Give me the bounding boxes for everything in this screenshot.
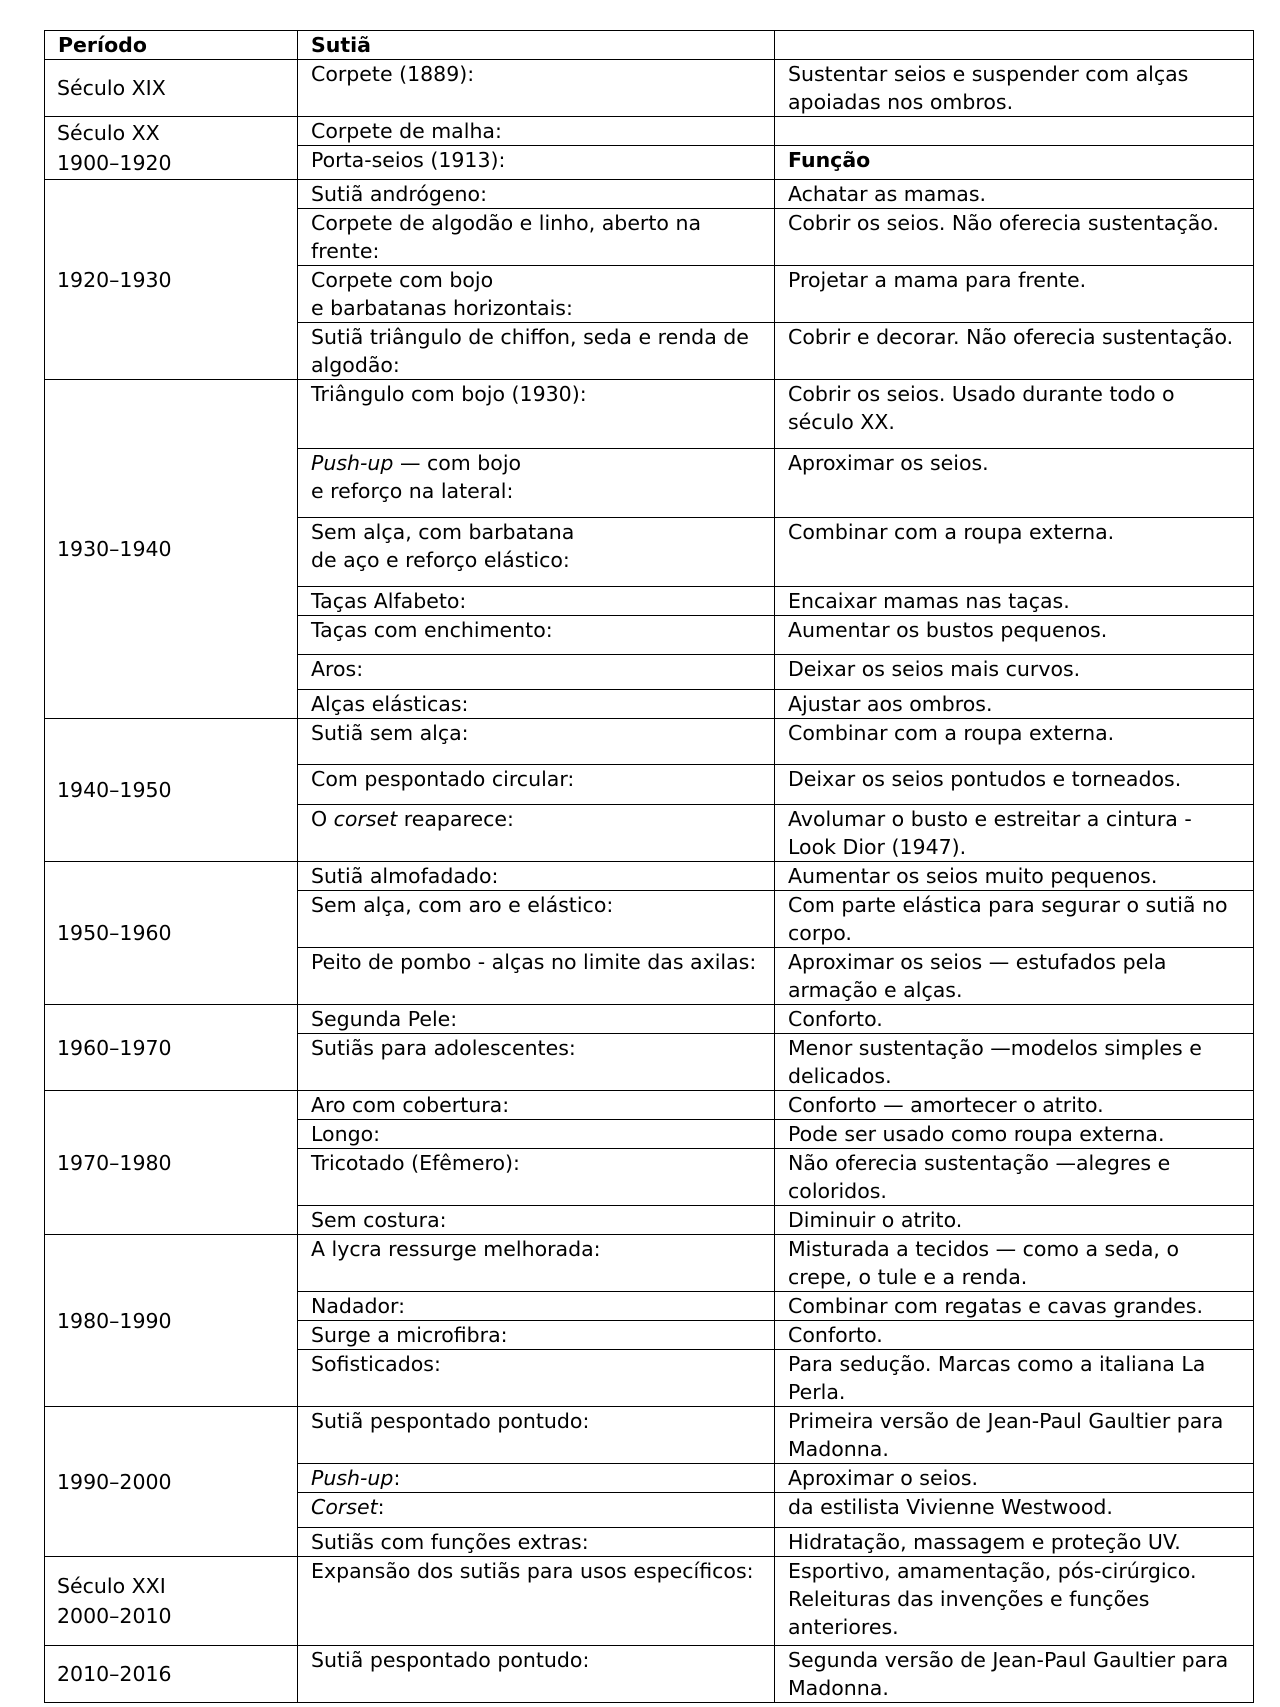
bra-cell: Sutiãs para adolescentes:	[298, 1034, 775, 1091]
function-cell: Segunda versão de Jean-Paul Gaultier para Madonna.	[775, 1646, 1254, 1703]
header-period: Período	[45, 31, 298, 60]
period-cell: Século XX 1900–1920	[45, 117, 298, 180]
bra-cell: Triângulo com bojo (1930):	[298, 380, 775, 449]
bra-cell: Push-up:	[298, 1464, 775, 1493]
table-row	[45, 1557, 1254, 1646]
period-cell: 1960–1970	[45, 1005, 298, 1091]
header-row	[45, 31, 1254, 60]
period-cell: Século XXI 2000–2010	[45, 1557, 298, 1646]
function-cell: Ajustar aos ombros.	[775, 690, 1254, 719]
bra-cell: Sofisticados:	[298, 1350, 775, 1407]
header-empty	[775, 31, 1254, 60]
period-cell: 1930–1940	[45, 380, 298, 719]
function-cell: Cobrir e decorar. Não oferecia sustentação.	[775, 323, 1254, 380]
bra-cell: Sutiã triângulo de chiffon, seda e renda de algodão:	[298, 323, 775, 380]
bra-cell: Sutiã pespontado pontudo:	[298, 1646, 775, 1703]
function-cell: Projetar a mama para frente.	[775, 266, 1254, 323]
bra-cell: Sutiã pespontado pontudo:	[298, 1407, 775, 1464]
period-cell: 1950–1960	[45, 862, 298, 1005]
function-cell: Aproximar o seios.	[775, 1464, 1254, 1493]
table-row	[45, 1091, 1254, 1120]
function-cell: Primeira versão de Jean-Paul Gaultier para Madonna.	[775, 1407, 1254, 1464]
bra-cell: Alças elásticas:	[298, 690, 775, 719]
function-cell: Aproximar os seios.	[775, 449, 1254, 518]
function-cell: Combinar com a roupa externa.	[775, 719, 1254, 765]
function-cell: Cobrir os seios. Não oferecia sustentação.	[775, 209, 1254, 266]
table-row	[45, 1235, 1254, 1292]
function-cell: Menor sustentação —modelos simples e delicados.	[775, 1034, 1254, 1091]
function-cell: Aumentar os seios muito pequenos.	[775, 862, 1254, 891]
function-cell: Combinar com regatas e cavas grandes.	[775, 1292, 1254, 1321]
period-cell: 2010–2016	[45, 1646, 298, 1703]
period-cell: 1970–1980	[45, 1091, 298, 1235]
bra-cell: Longo:	[298, 1120, 775, 1149]
function-cell: Conforto.	[775, 1005, 1254, 1034]
table-body	[45, 31, 1254, 1703]
function-cell: da estilista Vivienne Westwood.	[775, 1493, 1254, 1528]
function-cell: Hidratação, massagem e proteção UV.	[775, 1528, 1254, 1557]
table-row	[45, 1005, 1254, 1034]
period-cell: 1980–1990	[45, 1235, 298, 1407]
function-cell: Com parte elástica para segurar o sutiã no corpo.	[775, 891, 1254, 948]
bra-cell: Sutiãs com funções extras:	[298, 1528, 775, 1557]
function-cell: Para sedução. Marcas como a italiana La Perla.	[775, 1350, 1254, 1407]
bra-cell: Com pespontado circular:	[298, 765, 775, 805]
function-cell: Encaixar mamas nas taças.	[775, 587, 1254, 616]
table-row	[45, 1407, 1254, 1464]
bra-cell: Sutiã almofadado:	[298, 862, 775, 891]
bra-cell: Taças com enchimento:	[298, 616, 775, 655]
table-row	[45, 862, 1254, 891]
bra-cell: Peito de pombo - alças no limite das axilas:	[298, 948, 775, 1005]
bra-cell: Surge a microfibra:	[298, 1321, 775, 1350]
function-cell: Misturada a tecidos — como a seda, o crepe, o tule e a renda.	[775, 1235, 1254, 1292]
bra-cell: Corpete de algodão e linho, aberto na frente:	[298, 209, 775, 266]
period-cell: 1990–2000	[45, 1407, 298, 1557]
function-cell: Achatar as mamas.	[775, 180, 1254, 209]
bra-cell: Corpete (1889):	[298, 60, 775, 117]
bra-cell: Sutiã sem alça:	[298, 719, 775, 765]
header-bra: Sutiã	[298, 31, 775, 60]
bra-cell: O corset reaparece:	[298, 805, 775, 862]
bra-cell: Corpete com bojo e barbatanas horizontais:	[298, 266, 775, 323]
bra-cell: Tricotado (Efêmero):	[298, 1149, 775, 1206]
bra-cell: Sem costura:	[298, 1206, 775, 1235]
function-cell: Aumentar os bustos pequenos.	[775, 616, 1254, 655]
bra-cell: Aros:	[298, 655, 775, 690]
bra-history-table	[44, 30, 1254, 1703]
function-cell: Esportivo, amamentação, pós-cirúrgico. Releituras das invenções e funções anteriores.	[775, 1557, 1254, 1646]
function-cell: Deixar os seios pontudos e torneados.	[775, 765, 1254, 805]
function-cell: Diminuir o atrito.	[775, 1206, 1254, 1235]
table-row	[45, 60, 1254, 117]
period-cell: Século XIX	[45, 60, 298, 117]
bra-cell: Sutiã andrógeno:	[298, 180, 775, 209]
bra-cell: A lycra ressurge melhorada:	[298, 1235, 775, 1292]
function-cell: Aproximar os seios — estufados pela armação e alças.	[775, 948, 1254, 1005]
bra-cell: Corset:	[298, 1493, 775, 1528]
table-row	[45, 380, 1254, 449]
function-cell: Conforto.	[775, 1321, 1254, 1350]
function-cell: Não oferecia sustentação —alegres e coloridos.	[775, 1149, 1254, 1206]
bra-cell: Aro com cobertura:	[298, 1091, 775, 1120]
bra-cell: Taças Alfabeto:	[298, 587, 775, 616]
function-cell	[775, 117, 1254, 146]
header-function: Função	[775, 146, 1254, 180]
table-row	[45, 719, 1254, 765]
function-cell: Combinar com a roupa externa.	[775, 518, 1254, 587]
period-cell: 1940–1950	[45, 719, 298, 862]
table-row	[45, 1646, 1254, 1703]
function-cell: Avolumar o busto e estreitar a cintura - Look Dior (1947).	[775, 805, 1254, 862]
period-cell: 1920–1930	[45, 180, 298, 380]
bra-cell: Expansão dos sutiãs para usos específicos:	[298, 1557, 775, 1646]
bra-cell: Sem alça, com barbatana de aço e reforço elástico:	[298, 518, 775, 587]
bra-cell: Push-up — com bojo e reforço na lateral:	[298, 449, 775, 518]
bra-cell: Corpete de malha:	[298, 117, 775, 146]
bra-cell: Porta-seios (1913):	[298, 146, 775, 180]
bra-cell: Nadador:	[298, 1292, 775, 1321]
bra-cell: Segunda Pele:	[298, 1005, 775, 1034]
function-cell: Pode ser usado como roupa externa.	[775, 1120, 1254, 1149]
function-cell: Deixar os seios mais curvos.	[775, 655, 1254, 690]
table-row	[45, 180, 1254, 209]
table-row	[45, 117, 1254, 146]
function-cell: Sustentar seios e suspender com alças apoiadas nos ombros.	[775, 60, 1254, 117]
function-cell: Conforto — amortecer o atrito.	[775, 1091, 1254, 1120]
function-cell: Cobrir os seios. Usado durante todo o século XX.	[775, 380, 1254, 449]
bra-cell: Sem alça, com aro e elástico:	[298, 891, 775, 948]
